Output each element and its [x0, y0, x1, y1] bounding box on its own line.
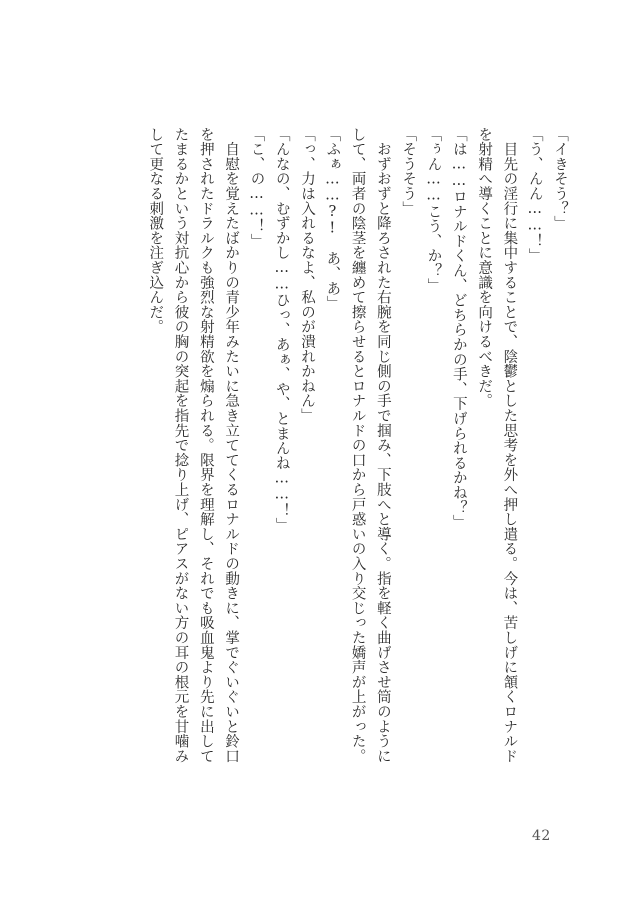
text-line: 「は……ロナルドくん、どちらかの手、下げられるかね？」 [450, 127, 467, 530]
text-line: たまるかという対抗心から彼の胸の突起を指先で捻り上げ、ピアスがない方の耳の根元を甘噛み [172, 127, 189, 764]
text-line: 「う、んん……！」 [526, 127, 543, 264]
text-line: を押されたドラルクも強烈な射精欲を煽られる。限界を理解し、それでも吸血鬼より先に出して [197, 127, 214, 764]
text-line: 「ぅん……こう、か？」 [425, 127, 442, 293]
text-line: 「こ、の……！」 [248, 127, 265, 249]
text-line: 「んなの、むずかし……ひっ、あぁ、や、とまんね……！」 [273, 127, 290, 533]
page-number: 42 [532, 828, 551, 844]
text-line: を射精へ導くことに意識を向けるべきだ。 [476, 127, 493, 409]
text-line: 「イきそう？」 [552, 127, 568, 231]
text-line: 「ふぁ……?! あ、あ」 [324, 127, 341, 311]
vertical-text-body [142, 127, 572, 767]
text-line: 目先の淫行に集中することで、陰鬱とした思考を外へ押し遣る。今は、苦しげに頷くロナルド [501, 127, 518, 764]
text-line: 「っ、力は入れるなよ、私のが潰れかねん」 [299, 127, 316, 423]
text-line: して、両者の陰茎を纏めて擦らせるとロナルドの口から戸惑いの入り交じった嬌声が上がった。 [349, 127, 366, 764]
text-line: 自慰を覚えたばかりの青少年みたいに急き立ててくるロナルドの動きに、掌でぐいぐいと鈴口 [223, 127, 240, 764]
text-line: おずおずと降ろされた右腕を同じ側の手で掴み、下肢へと導く。指を軽く曲げさせ筒のように [374, 127, 391, 764]
text-line: 「そうそう」 [400, 127, 417, 216]
text-line: して更なる刺激を注ぎ込んだ。 [147, 127, 164, 335]
